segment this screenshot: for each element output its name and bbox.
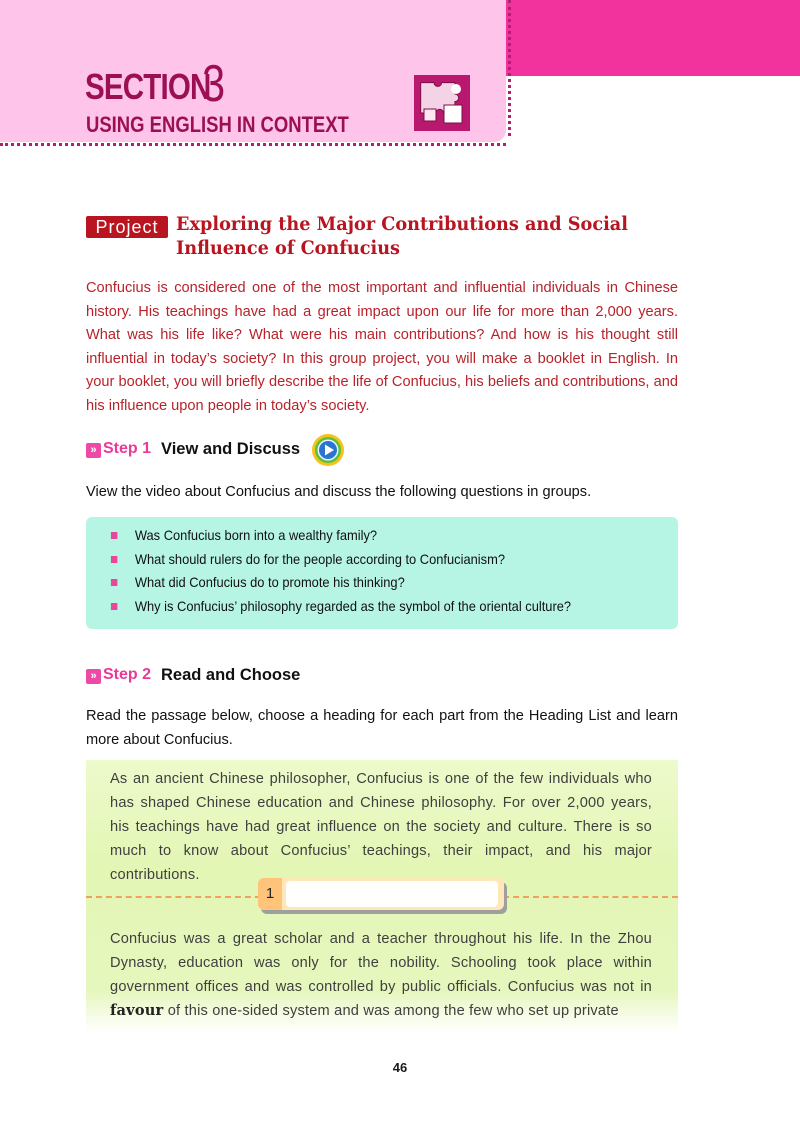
list-item: Was Confucius born into a wealthy family? <box>110 524 571 548</box>
project-intro: Confucius is considered one of the most important and influential individuals in Chinese history. His teachings have had a great impact upon our life for more than 2,000 years. What was his life like? What were his main contributions? And how is his thought still influential in today’s society? In this group project, you will make a booklet in English. In your booklet, you will briefly describe the life of Confucius, his beliefs and contributions, and his influence upon people in today’s society. <box>86 280 678 414</box>
list-item: Why is Confucius’ philosophy regarded as the symbol of the oriental culture? <box>110 595 571 619</box>
step-1-instruction: View the video about Confucius and discuss the following questions in groups. <box>86 484 592 500</box>
step-arrow-icon: » <box>86 669 101 684</box>
puzzle-icon <box>414 75 470 131</box>
passage-intro: As an ancient Chinese philosopher, Confucius is one of the few individuals who has shaped Chinese education and Chinese philosophy. For over 2,000 years, his teachings have had great influence on the society and culture. There is so much to know about Confucius’ teachings, their impact, and his major contributions. <box>110 771 652 883</box>
play-video-icon[interactable] <box>311 433 345 467</box>
step-arrow-icon: » <box>86 443 101 458</box>
section-number: 3 <box>202 55 226 113</box>
vocabulary-word: favour <box>110 1002 164 1019</box>
section-label: SECTION <box>85 66 211 107</box>
step-2-title: Read and Choose <box>161 666 301 684</box>
bullet-icon <box>111 579 117 586</box>
dotted-border <box>0 140 506 146</box>
step-2-instruction: Read the passage below, choose a heading for each part from the Heading List and learn more about Confucius. <box>86 708 678 748</box>
passage-part-1: Confucius was a great scholar and a teacher throughout his life. In the Zhou Dynasty, education was only for the nobility. Schooling took place within government offices and was controlled by public officials. Confucius was not in favour of this one-sided system and was among the few who set up private <box>110 931 652 1019</box>
list-item: What should rulers do for the people according to Confucianism? <box>110 548 571 572</box>
heading-answer-field[interactable] <box>286 881 498 907</box>
bullet-icon <box>111 556 117 563</box>
project-title: Exploring the Major Contributions and Social Influence of Confucius <box>176 213 628 259</box>
question-list <box>110 524 611 618</box>
section-subtitle: USING ENGLISH IN CONTEXT <box>86 112 349 137</box>
page-number: 46 <box>392 1060 408 1075</box>
step-1-number: Step 1 <box>103 440 152 457</box>
step-2-number: Step 2 <box>103 666 152 683</box>
heading-number: 1 <box>258 878 282 910</box>
bullet-icon <box>111 532 117 539</box>
dotted-border <box>504 0 511 136</box>
bullet-icon <box>111 603 117 610</box>
step-1-title: View and Discuss <box>161 440 301 458</box>
list-item: What did Confucius do to promote his thinking? <box>110 571 571 595</box>
project-badge: Project <box>86 216 168 238</box>
header-accent-block <box>506 0 800 76</box>
